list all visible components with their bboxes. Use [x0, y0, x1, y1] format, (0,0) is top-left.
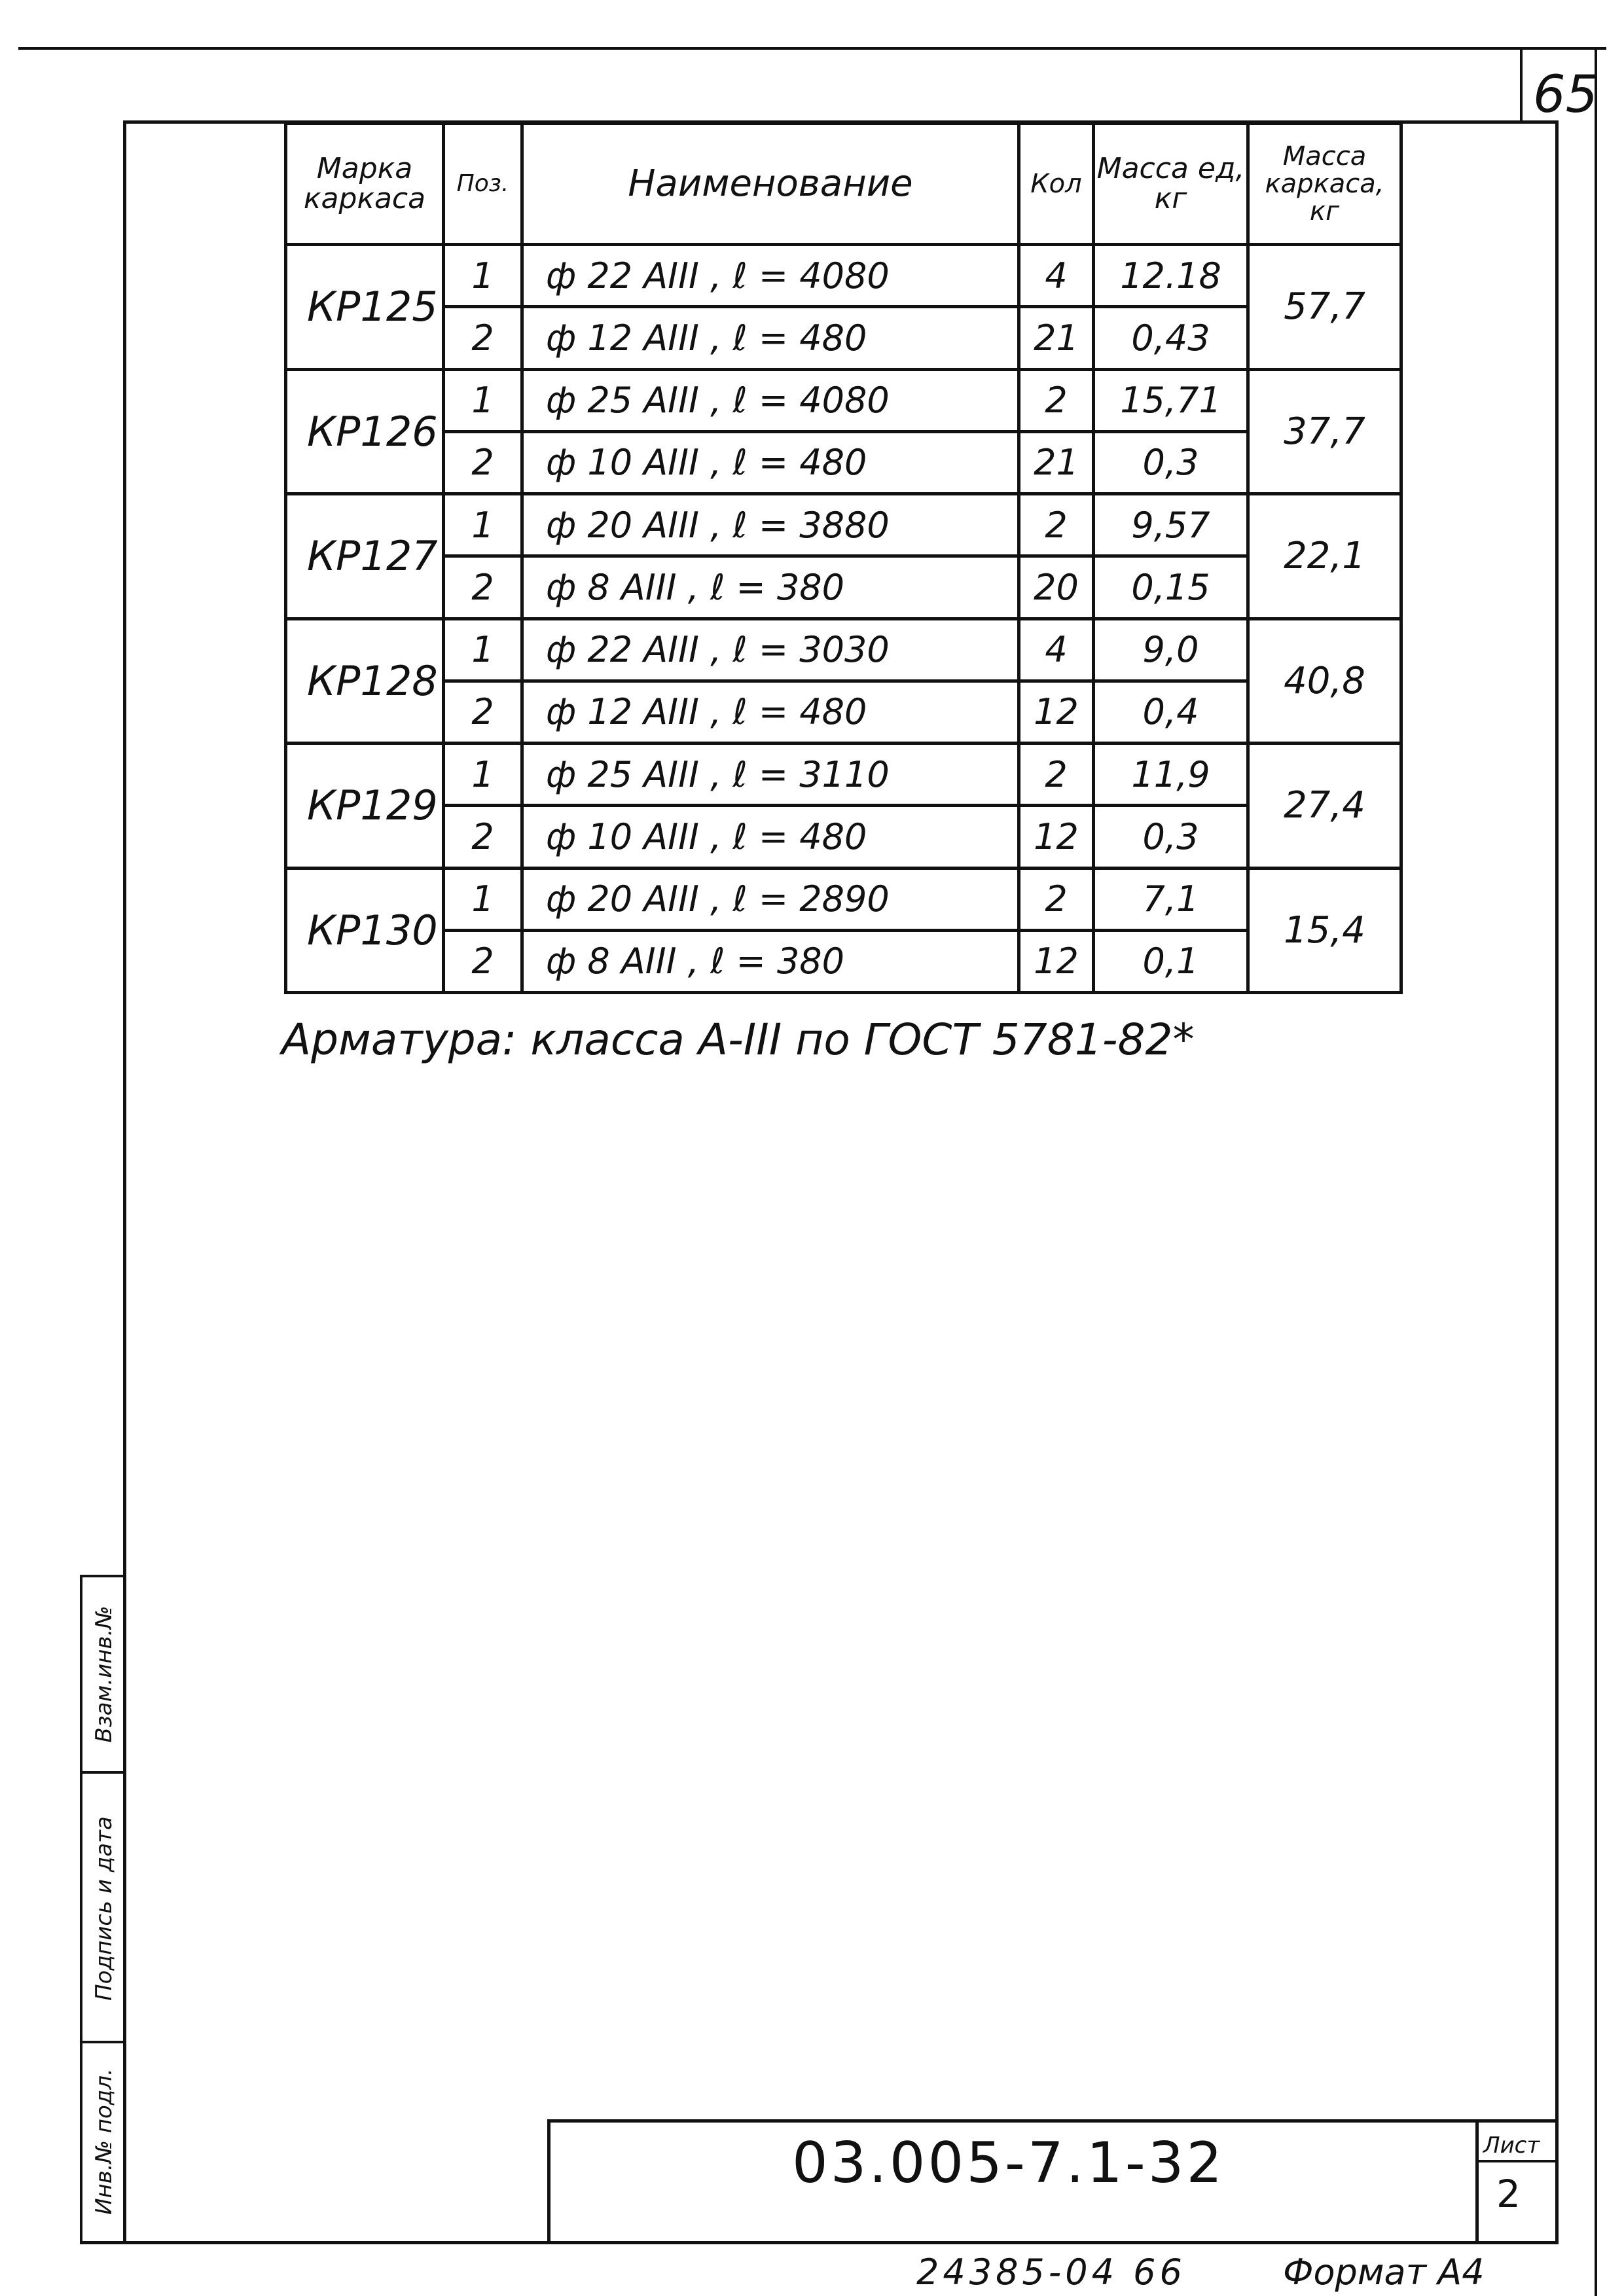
top-rule	[18, 47, 1606, 50]
item-qty: 21	[1019, 307, 1094, 369]
frame-mark: КР130	[286, 868, 444, 993]
item-name: ф 20 АIII , ℓ = 2890	[522, 868, 1019, 930]
item-pos: 1	[444, 744, 522, 806]
document-code: 03.005-7.1-32	[792, 2130, 1225, 2196]
table-row	[286, 494, 1401, 556]
item-name: ф 12 АIII , ℓ = 480	[522, 307, 1019, 369]
frame-mass: 57,7	[1248, 245, 1401, 370]
frame-mass: 15,4	[1248, 868, 1401, 993]
item-pos: 2	[444, 930, 522, 992]
frame-bottom	[80, 2241, 1559, 2244]
item-name: ф 22 АIII , ℓ = 3030	[522, 619, 1019, 681]
item-qty: 12	[1019, 930, 1094, 992]
item-unit-mass: 12.18	[1094, 245, 1248, 307]
item-unit-mass: 15,71	[1094, 369, 1248, 431]
item-name: ф 22 АIII , ℓ = 4080	[522, 245, 1019, 307]
table-row	[286, 556, 1401, 619]
frame-mark: КР127	[286, 494, 444, 619]
header-frame-mass: Масса каркаса, кг	[1248, 124, 1401, 245]
title-block-top	[549, 2119, 1558, 2123]
page-num-box-left	[1520, 47, 1523, 123]
specification-table	[284, 122, 1403, 994]
frame-right	[1555, 120, 1559, 2244]
title-block-left	[547, 2119, 550, 2242]
table-header-row	[286, 124, 1401, 245]
item-unit-mass: 9,0	[1094, 619, 1248, 681]
sheet-label: Лист	[1483, 2132, 1540, 2159]
item-pos: 1	[444, 369, 522, 431]
table-row	[286, 369, 1401, 431]
table-row	[286, 431, 1401, 493]
item-pos: 2	[444, 431, 522, 493]
table-row	[286, 245, 1401, 307]
table-row	[286, 744, 1401, 806]
item-qty: 21	[1019, 431, 1094, 493]
item-unit-mass: 0,3	[1094, 806, 1248, 868]
inventory-original-label: Инв.№ подл.	[91, 2068, 117, 2215]
item-qty: 2	[1019, 369, 1094, 431]
item-name: ф 25 АIII , ℓ = 3110	[522, 744, 1019, 806]
sheet-box-divider	[1475, 2160, 1557, 2162]
table-row	[286, 619, 1401, 681]
item-unit-mass: 11,9	[1094, 744, 1248, 806]
side-strip-divider-2	[80, 2041, 126, 2043]
item-name: ф 10 АIII , ℓ = 480	[522, 431, 1019, 493]
table-row	[286, 930, 1401, 992]
header-qty: Кол	[1019, 124, 1094, 245]
frame-mark: КР128	[286, 619, 444, 744]
item-name: ф 10 АIII , ℓ = 480	[522, 806, 1019, 868]
sheet-box-left	[1475, 2119, 1479, 2242]
reinforcement-note: Арматура: класса А-III по ГОСТ 5781-82*	[281, 1014, 1195, 1065]
frame-mark: КР129	[286, 744, 444, 869]
table-row	[286, 806, 1401, 868]
table-row	[286, 868, 1401, 930]
item-pos: 1	[444, 245, 522, 307]
header-name: Наименование	[522, 124, 1019, 245]
frame-mass: 22,1	[1248, 494, 1401, 619]
frame-mass: 40,8	[1248, 619, 1401, 744]
item-name: ф 8 АIII , ℓ = 380	[522, 930, 1019, 992]
page-edge-right	[1595, 123, 1597, 2296]
item-unit-mass: 9,57	[1094, 494, 1248, 556]
item-pos: 2	[444, 681, 522, 743]
paper-format: Формат А4	[1283, 2251, 1485, 2293]
replace-inventory-label: Взам.инв.№	[91, 1605, 117, 1743]
item-pos: 2	[444, 806, 522, 868]
item-name: ф 25 АIII , ℓ = 4080	[522, 369, 1019, 431]
item-pos: 1	[444, 494, 522, 556]
frame-mass: 37,7	[1248, 369, 1401, 494]
item-pos: 1	[444, 868, 522, 930]
item-unit-mass: 0,43	[1094, 307, 1248, 369]
item-unit-mass: 0,3	[1094, 431, 1248, 493]
item-qty: 4	[1019, 245, 1094, 307]
header-pos: Поз.	[444, 124, 522, 245]
item-name: ф 12 АIII , ℓ = 480	[522, 681, 1019, 743]
item-qty: 12	[1019, 681, 1094, 743]
side-strip-top	[80, 1575, 126, 1577]
item-pos: 2	[444, 307, 522, 369]
page-number: 65	[1533, 65, 1598, 124]
table-row	[286, 681, 1401, 743]
frame-mass: 27,4	[1248, 744, 1401, 869]
sheet-number: 2	[1496, 2172, 1521, 2216]
item-unit-mass: 7,1	[1094, 868, 1248, 930]
item-unit-mass: 0,4	[1094, 681, 1248, 743]
item-name: ф 8 АIII , ℓ = 380	[522, 556, 1019, 619]
item-qty: 20	[1019, 556, 1094, 619]
item-name: ф 20 АIII , ℓ = 3880	[522, 494, 1019, 556]
table-row	[286, 307, 1401, 369]
archive-number: 24385-04 66	[916, 2251, 1186, 2293]
frame-mark: КР125	[286, 245, 444, 370]
frame-left	[123, 120, 126, 2244]
item-unit-mass: 0,15	[1094, 556, 1248, 619]
header-mark: Марка каркаса	[286, 124, 444, 245]
item-pos: 2	[444, 556, 522, 619]
header-unit-mass: Масса ед, кг	[1094, 124, 1248, 245]
side-strip-divider-1	[80, 1771, 126, 1774]
item-qty: 4	[1019, 619, 1094, 681]
item-qty: 12	[1019, 806, 1094, 868]
item-pos: 1	[444, 619, 522, 681]
frame-mark: КР126	[286, 369, 444, 494]
item-unit-mass: 0,1	[1094, 930, 1248, 992]
item-qty: 2	[1019, 744, 1094, 806]
signature-date-label: Подпись и дата	[91, 1816, 117, 2001]
side-strip-left	[80, 1576, 82, 2244]
item-qty: 2	[1019, 494, 1094, 556]
item-qty: 2	[1019, 868, 1094, 930]
